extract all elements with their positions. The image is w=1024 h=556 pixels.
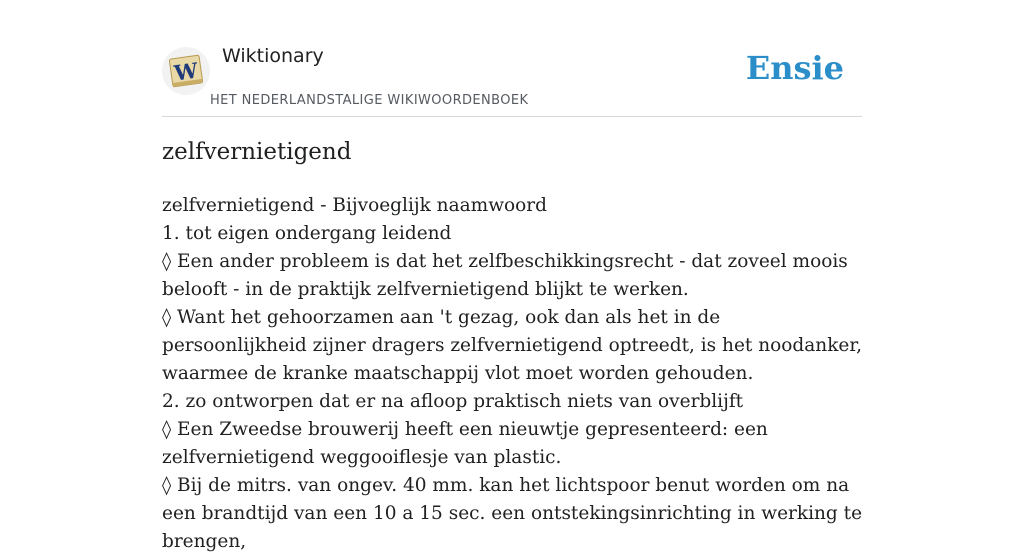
- example-4: ◊ Bij de mitrs. van ongev. 40 mm. kan het lichtspoor benut worden om na een brandtijd van een 10 a 15 sec. een ontstekingsinrichting in werking te brengen,: [162, 475, 863, 552]
- page-title: zelfvernietigend: [162, 139, 352, 165]
- site-tagline: HET NEDERLANDSTALIGE WIKIWOORDENBOEK: [210, 93, 529, 108]
- entry-line-pos: zelfvernietigend - Bijvoeglijk naamwoord: [162, 195, 547, 216]
- ensie-brand-logo[interactable]: Ensie: [745, 49, 844, 87]
- definition-1: 1. tot eigen ondergang leidend: [162, 223, 452, 244]
- example-1: ◊ Een ander probleem is dat het zelfbeschikkingsrecht - dat zoveel moois belooft - in de praktijk zelfvernietigend blijkt te werken.: [162, 251, 848, 300]
- example-2: ◊ Want het gehoorzamen aan 't gezag, ook dan als het in de persoonlijkheid zijner dragers zelfvernietigend optreedt, is het noodanker, waarmee de kranke maatschappij vlot moet worden gehouden.: [162, 307, 863, 384]
- site-name[interactable]: Wiktionary: [222, 45, 324, 67]
- wiktionary-logo-icon[interactable]: [162, 47, 210, 95]
- logo-letter: W: [172, 57, 200, 86]
- entry-content: [162, 192, 867, 556]
- definition-2: 2. zo ontworpen dat er na afloop praktisch niets van overblijft: [162, 391, 744, 412]
- example-3: ◊ Een Zweedse brouwerij heeft een nieuwtje gepresenteerd: een zelfvernietigend weggooiflesje van plastic.: [162, 419, 768, 468]
- site-header: [162, 0, 862, 117]
